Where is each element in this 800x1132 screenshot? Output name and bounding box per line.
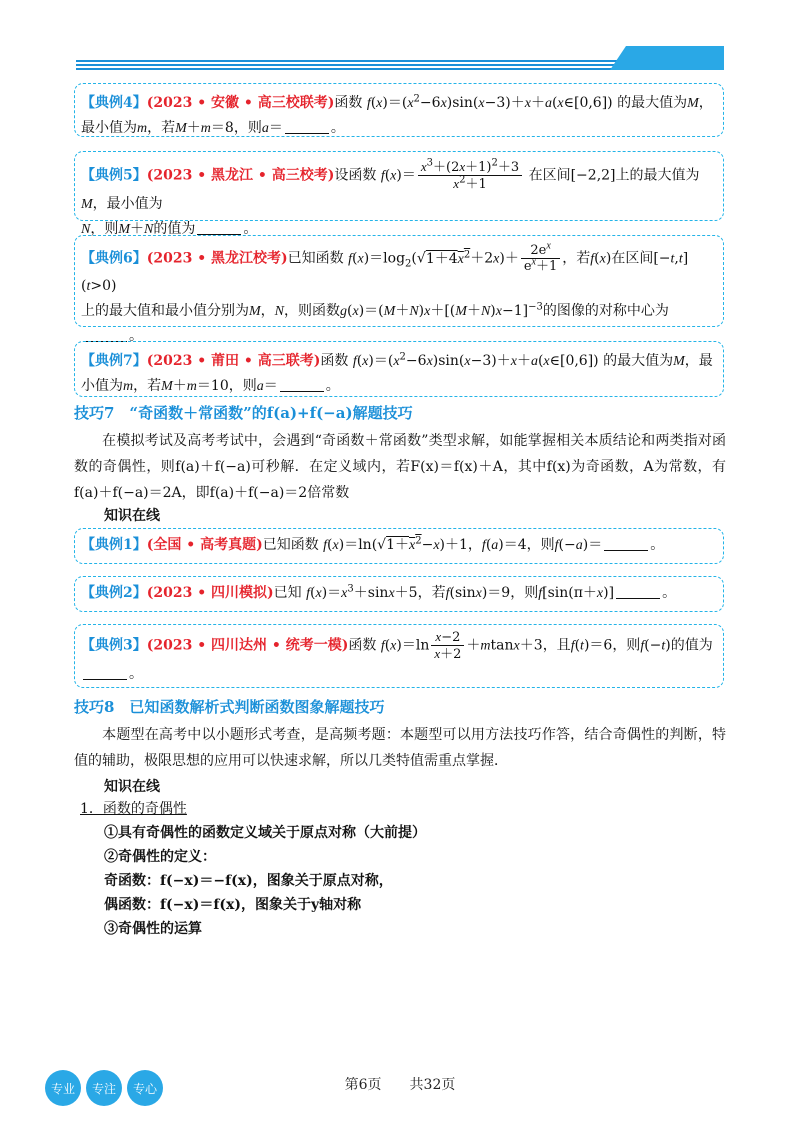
example-5-text: 的值为 — [153, 221, 196, 237]
page-number: 第6页 共32页 — [344, 1077, 456, 1093]
example-4-text: 的最大值为 — [617, 95, 688, 111]
parity-line-5: ③奇偶性的运算 — [104, 921, 202, 937]
skill-7-knowledge: 知识在线 — [104, 508, 160, 524]
example-4-text: 。 — [330, 120, 345, 136]
example-5-text: 在区间 — [528, 167, 571, 184]
header-tab — [610, 46, 724, 70]
skill-7-example-1-text: 已知函数 — [262, 537, 319, 553]
skill-7-example-3-text: ，且 — [542, 637, 571, 654]
answer-blank — [604, 536, 648, 551]
parity-line-1: ①具有奇偶性的函数定义域关于原点对称（大前提） — [104, 825, 426, 841]
example-5-text: ，最小值为 — [92, 196, 163, 212]
skill-7-example-3-text: 。 — [129, 666, 143, 682]
example-7-text: 函数 — [320, 353, 349, 369]
answer-blank — [197, 220, 241, 235]
example-7-text: 。 — [325, 378, 340, 394]
example-5-fraction: $\frac{x^3+(2x+1)^2+3}{x^2+1}$ — [418, 159, 522, 192]
parity-heading: 1．函数的奇偶性 — [80, 801, 187, 817]
parity-line-2: ②奇偶性的定义： — [104, 849, 216, 865]
skill-7-example-2-text: 已知 — [273, 585, 302, 601]
answer-blank — [616, 584, 660, 599]
example-5-box: 【典例5】(2023 • 黑龙江 • 高三校考)设函数 f(x)＝ $\frac{x^3+(2x+1)^2+3}{x^2+1}$ 在区间[−2,2]上的最大值为M，最小值为 N，则M＋N的值为 。 — [74, 151, 724, 221]
example-6-text: ，则函数 — [284, 303, 341, 319]
example-5-text: 设函数 — [334, 167, 377, 184]
skill-7-example-1-box: 【典例1】(全国 • 高考真题)已知函数 $f(x)=\ln(√1+x^2-x)+1$，f(a)＝4，则f(−a)＝ 。 — [74, 528, 724, 564]
parity-line-4: 偶函数：f(−x)＝f(x)，图象关于y轴对称 — [104, 897, 362, 913]
parity-line-3: 奇函数：f(−x)＝−f(x)，图象关于原点对称， — [104, 873, 393, 889]
badge-label: 专业 — [50, 1082, 76, 1096]
example-4-tag: 【典例4】 — [81, 95, 147, 111]
skill-7-example-3-fraction: $\frac{x-2}{x+2}$ — [431, 629, 464, 662]
example-6-text: 。 — [129, 328, 143, 344]
example-4-text: ，则 — [233, 120, 262, 136]
badge-label: 专注 — [91, 1082, 117, 1096]
skill-7-example-3-text: 的值为 — [670, 637, 713, 654]
example-5-text: 上的最大值为 — [615, 167, 700, 184]
skill-7-example-2-tag: 【典例2】 — [81, 585, 147, 601]
example-4-text: 函数 — [334, 95, 363, 111]
example-6-box: 【典例6】(2023 • 黑龙江校考)已知函数 $f(x)=\log_2(√1+4x^2+2x)+$ $\frac{2e^x}{e^x+1}$ ，若f(x)在区间[−t,t](t>0) 上的最大值和最小值分别为M，N，则函数$g(x)=(M+N)x+[(M+N)x-1]^{-3}$的图像的对称中心为 。 — [74, 235, 724, 327]
skill-8-paragraph — [74, 722, 726, 774]
example-6-text: 的图像的对称中心为 — [542, 303, 669, 319]
example-5-text: ，则 — [90, 221, 119, 237]
example-7-tag: 【典例7】 — [81, 353, 147, 369]
example-7-text: ，则 — [228, 378, 257, 394]
skill-8-title: 技巧8 已知函数解析式判断函数图象解题技巧 — [74, 698, 385, 716]
header-stripes — [76, 60, 636, 70]
example-6-text: 在区间 — [611, 250, 654, 267]
example-6-source: (2023 • 黑龙江校考) — [146, 250, 288, 267]
skill-7-example-3-source: (2023 • 四川达州 • 统考一模) — [146, 637, 349, 654]
example-7-box: 【典例7】(2023 • 莆田 • 高三联考)函数 $f(x)=(x^2-6x)\sin(x-3)+x+a(x\in[0,6])$ 的最大值为M，最小值为m，若M＋m＝10，则a＝ 。 — [74, 341, 724, 397]
example-7-text: ，最小值为 — [81, 353, 713, 394]
example-6-text: ，若 — [562, 250, 591, 267]
example-4-text: ，最小值为 — [81, 95, 713, 136]
skill-7-example-3-tag: 【典例3】 — [81, 637, 147, 654]
example-6-text: 上的最大值和最小值分别为 — [81, 303, 249, 319]
skill-7-example-2-text: ，若 — [417, 585, 446, 601]
answer-blank — [280, 377, 324, 392]
example-6-fraction: $\frac{2e^x}{e^x+1}$ — [521, 243, 560, 274]
example-4-formula: f — [366, 96, 371, 111]
answer-blank — [285, 119, 329, 134]
skill-7-example-1-text: ，则 — [526, 537, 555, 553]
skill-7-example-3-text: ，则 — [612, 637, 641, 654]
skill-7-example-1-tag: 【典例1】 — [81, 537, 147, 553]
skill-7-example-3-box: 【典例3】(2023 • 四川达州 • 统考一模)函数 f(x)＝ln $\frac{x-2}{x+2}$ ＋mtanx＋3，且f(t)＝6，则f(−t)的值为 。 — [74, 624, 724, 688]
skill-7-example-3-text: 函数 — [348, 637, 377, 654]
badge-label: 专心 — [132, 1082, 158, 1096]
skill-8-knowledge: 知识在线 — [104, 779, 160, 795]
example-4-source: (2023 • 安徽 • 高三校联考) — [146, 95, 335, 111]
example-5-source: (2023 • 黑龙江 • 高三校考) — [146, 167, 335, 184]
example-4-box: 【典例4】(2023 • 安徽 • 高三校联考)函数 $f(x)=(x^2-6x)\sin(x-3)+x+a(x\in[0,6])$ 的最大值为M，最小值为m，若M＋m＝8，则a＝ 。 — [74, 83, 724, 137]
example-7-source: (2023 • 莆田 • 高三联考) — [146, 353, 321, 369]
header-decoration — [0, 0, 800, 80]
skill-7-example-2-text: ，则 — [510, 585, 539, 601]
skill-8-text: 本题型在高考中以小题形式考查，是高频考题：本题型可以用方法技巧作答，结合奇偶性的判断，特值的辅助，极限思想的应用可以快速求解，所以几类特值需重点掌握． — [74, 727, 726, 769]
example-6-tag: 【典例6】 — [81, 250, 147, 267]
example-7-text: ，若 — [133, 378, 162, 394]
example-7-text: 的最大值为 — [603, 353, 674, 369]
example-6-text: 已知函数 — [287, 250, 344, 267]
answer-blank — [83, 327, 127, 342]
example-4-text: ，若 — [147, 120, 176, 136]
skill-7-example-2-text: 。 — [662, 585, 677, 601]
skill-7-paragraph — [74, 428, 726, 506]
skill-7-title: 技巧7 “奇函数＋常函数”的f(a)+f(−a)解题技巧 — [74, 404, 413, 422]
skill-7-example-1-text: 。 — [650, 537, 665, 553]
skill-7-text: 在模拟考试及高考考试中，会遇到“奇函数＋常函数”类型求解，如能掌握相关本质结论和两类指对函数的奇偶性，则f(a)＋f(−a)可秒解．在定义域内，若F(x)＝f(x)＋A，其中f(x)为奇函数，A为常数，有f(a)＋f(−a)＝2A，即f(a)＋f(−a)＝2倍常数 — [74, 433, 726, 501]
example-5-text: 。 — [243, 221, 258, 237]
skill-7-example-2-box: 【典例2】(2023 • 四川模拟)已知 $f(x)=x^3+\sin x+5$，若f(sinx)＝9，则f[sin(π＋x)] 。 — [74, 576, 724, 612]
example-5-tag: 【典例5】 — [81, 167, 147, 184]
skill-7-example-1-source: (全国 • 高考真题) — [146, 537, 263, 553]
skill-7-example-2-source: (2023 • 四川模拟) — [146, 585, 274, 601]
answer-blank — [83, 665, 127, 680]
